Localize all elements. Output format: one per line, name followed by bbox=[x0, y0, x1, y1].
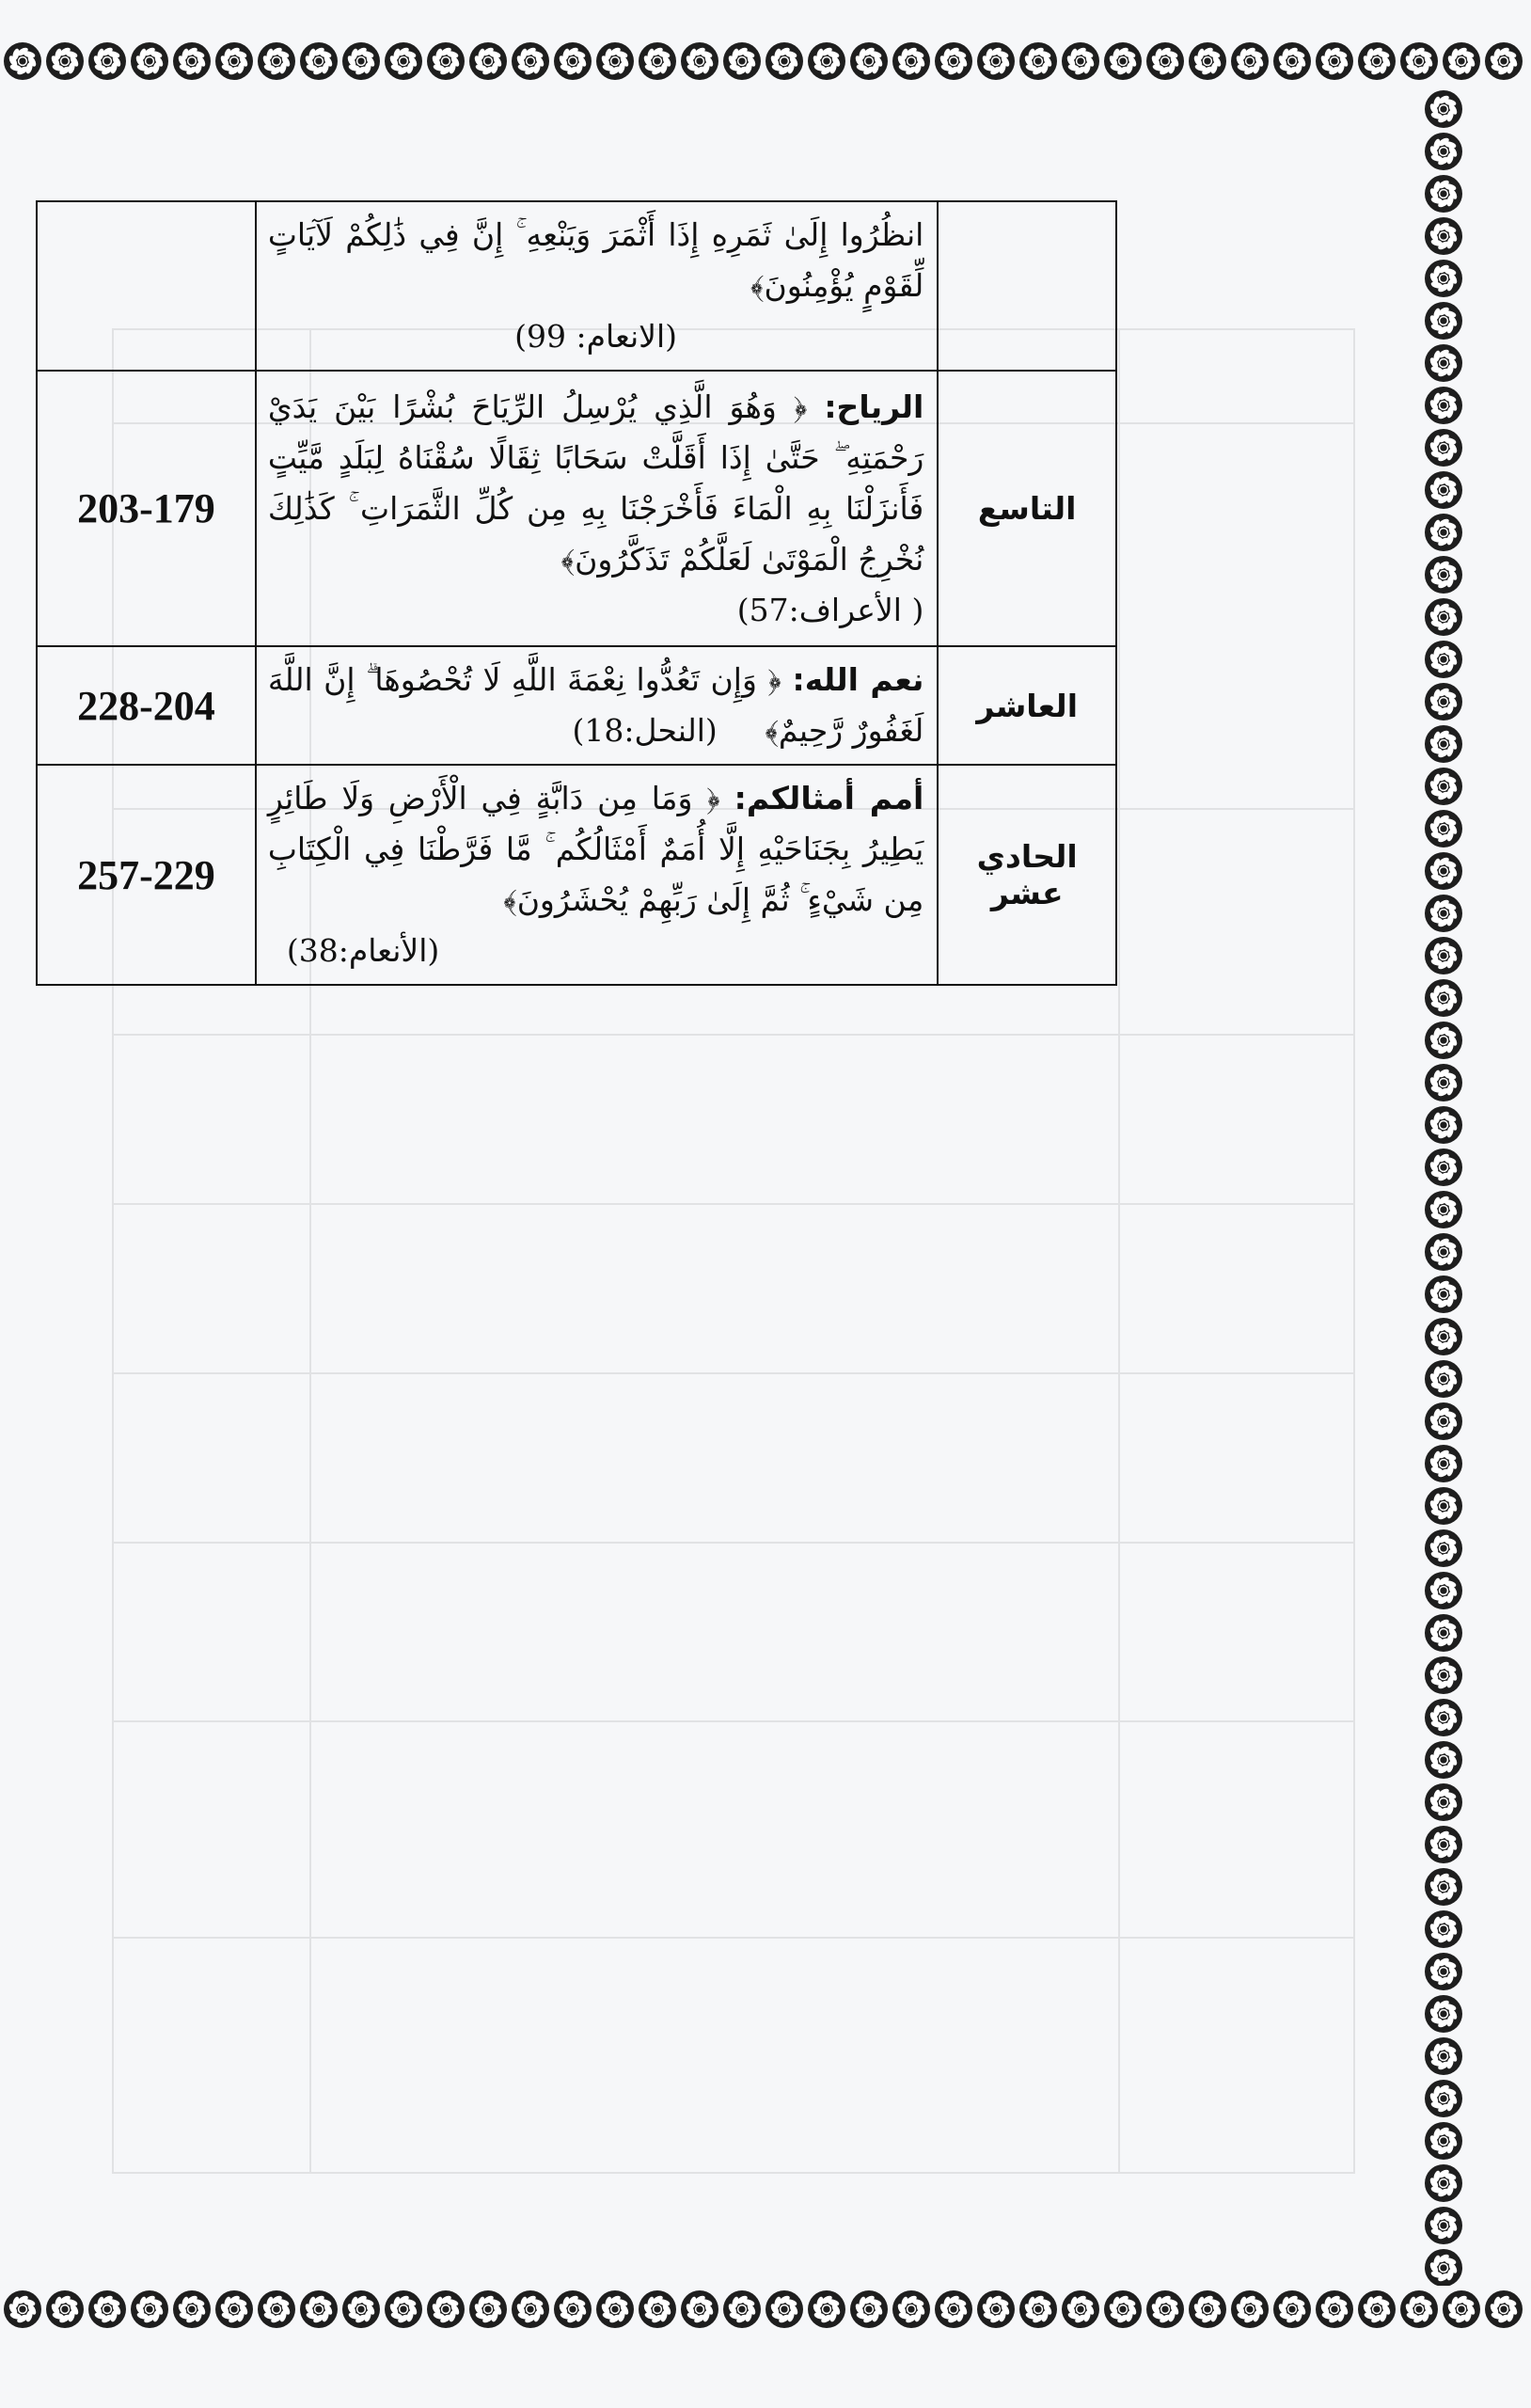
verse-text: انظُرُوا إِلَىٰ ثَمَرِهِ إِذَا أَثْمَرَ وَيَنْعِهِ ۚ إِنَّ فِي ذَٰلِكُمْ لَآيَاتٍ لِّقَوْمٍ يُؤْمِنُونَ﴾ bbox=[267, 216, 924, 304]
flower-ornament-icon bbox=[215, 42, 253, 80]
flower-ornament-icon bbox=[1425, 598, 1462, 636]
flower-ornament-icon bbox=[1189, 2290, 1226, 2328]
flower-ornament-icon bbox=[46, 2290, 84, 2328]
flower-ornament-icon bbox=[723, 2290, 761, 2328]
flower-ornament-icon bbox=[1425, 556, 1462, 594]
flower-ornament-icon bbox=[88, 2290, 126, 2328]
flower-ornament-icon bbox=[1425, 1487, 1462, 1525]
topic-label: نعم الله: bbox=[792, 661, 924, 698]
flower-ornament-icon bbox=[1425, 2037, 1462, 2075]
verse-reference: (النحل:18) bbox=[572, 712, 718, 749]
flower-ornament-icon bbox=[808, 42, 845, 80]
flower-ornament-icon bbox=[1104, 42, 1142, 80]
flower-ornament-icon bbox=[131, 42, 168, 80]
flower-ornament-icon bbox=[892, 2290, 930, 2328]
flower-ornament-icon bbox=[681, 42, 718, 80]
flower-ornament-icon bbox=[1104, 2290, 1142, 2328]
flower-ornament-icon bbox=[1425, 1064, 1462, 1101]
flower-ornament-icon bbox=[1425, 683, 1462, 721]
verse-cell bbox=[256, 646, 939, 765]
flower-ornament-icon bbox=[173, 2290, 211, 2328]
verse-text: ﴿ وَإِن تَعُدُّوا نِعْمَةَ اللَّهِ لَا تُحْصُوهَا ۗ إِنَّ اللَّهَ لَغَفُورٌ رَّحِيمٌ﴾ bbox=[267, 661, 924, 749]
flower-ornament-icon bbox=[1425, 1445, 1462, 1482]
chapter-cell: الحادي عشر bbox=[938, 765, 1116, 985]
flower-ornament-icon bbox=[1425, 979, 1462, 1017]
flower-ornament-icon bbox=[935, 2290, 972, 2328]
flower-ornament-icon bbox=[1425, 810, 1462, 848]
flower-ornament-icon bbox=[512, 2290, 549, 2328]
verse-text: ﴿ وَهُوَ الَّذِي يُرْسِلُ الرِّيَاحَ بُشْرًا بَيْنَ يَدَيْ رَحْمَتِهِ ۖ حَتَّىٰ إِذَا أَقَلَّتْ سَحَابًا ثِقَالًا سُقْنَاهُ لِبَلَدٍ مَّيِّتٍ فَأَنزَلْنَا بِهِ الْمَاءَ فَأَخْرَجْنَا بِهِ مِن كُلِّ الثَّمَرَاتِ ۚ كَذَٰلِكَ نُخْرِجُ الْمَوْتَىٰ لَعَلَّكُمْ تَذَكَّرُونَ﴾ bbox=[267, 388, 924, 578]
flower-ornament-icon bbox=[639, 42, 676, 80]
flower-ornament-icon bbox=[1425, 344, 1462, 382]
chapter-cell: التاسع bbox=[938, 371, 1116, 646]
flower-ornament-icon bbox=[258, 42, 295, 80]
flower-ornament-icon bbox=[681, 2290, 718, 2328]
page-range-cell: 203-179 bbox=[37, 371, 256, 646]
page-range-cell bbox=[37, 201, 256, 371]
flower-ornament-icon bbox=[1425, 1656, 1462, 1694]
flower-ornament-icon bbox=[766, 42, 803, 80]
flower-ornament-icon bbox=[1425, 471, 1462, 509]
flower-ornament-icon bbox=[1425, 217, 1462, 255]
index-table bbox=[36, 200, 1117, 986]
flower-ornament-icon bbox=[469, 2290, 507, 2328]
flower-ornament-icon bbox=[385, 42, 422, 80]
flower-ornament-icon bbox=[766, 2290, 803, 2328]
verse-cell bbox=[256, 371, 939, 646]
flower-ornament-icon bbox=[88, 42, 126, 80]
border-right bbox=[1420, 85, 1467, 2286]
flower-ornament-icon bbox=[1425, 1826, 1462, 1863]
flower-ornament-icon bbox=[723, 42, 761, 80]
flower-ornament-icon bbox=[1146, 42, 1184, 80]
flower-ornament-icon bbox=[1425, 175, 1462, 213]
flower-ornament-icon bbox=[892, 42, 930, 80]
topic-label: أمم أمثالكم: bbox=[734, 780, 924, 816]
flower-ornament-icon bbox=[1146, 2290, 1184, 2328]
flower-ornament-icon bbox=[215, 2290, 253, 2328]
flower-ornament-icon bbox=[1425, 895, 1462, 932]
flower-ornament-icon bbox=[1425, 2080, 1462, 2117]
flower-ornament-icon bbox=[977, 42, 1015, 80]
flower-ornament-icon bbox=[300, 42, 338, 80]
verse-reference: ( الأعراف:57) bbox=[736, 591, 924, 628]
flower-ornament-icon bbox=[342, 42, 380, 80]
flower-ornament-icon bbox=[554, 2290, 592, 2328]
flower-ornament-icon bbox=[4, 2290, 41, 2328]
flower-ornament-icon bbox=[1425, 2164, 1462, 2202]
table-row bbox=[37, 646, 1116, 765]
flower-ornament-icon bbox=[1485, 2290, 1523, 2328]
flower-ornament-icon bbox=[1425, 1106, 1462, 1144]
flower-ornament-icon bbox=[385, 2290, 422, 2328]
flower-ornament-icon bbox=[1400, 2290, 1438, 2328]
flower-ornament-icon bbox=[1425, 1275, 1462, 1313]
flower-ornament-icon bbox=[1425, 2207, 1462, 2244]
flower-ornament-icon bbox=[1400, 42, 1438, 80]
page-range-cell: 228-204 bbox=[37, 646, 256, 765]
flower-ornament-icon bbox=[1425, 1572, 1462, 1609]
flower-ornament-icon bbox=[1425, 937, 1462, 974]
flower-ornament-icon bbox=[1425, 90, 1462, 128]
flower-ornament-icon bbox=[1425, 1783, 1462, 1821]
verse-reference: (الأنعام:38) bbox=[286, 932, 440, 969]
flower-ornament-icon bbox=[808, 2290, 845, 2328]
table-row bbox=[37, 371, 1116, 646]
flower-ornament-icon bbox=[258, 2290, 295, 2328]
chapter-cell bbox=[938, 201, 1116, 371]
flower-ornament-icon bbox=[1425, 1699, 1462, 1736]
flower-ornament-icon bbox=[1358, 42, 1396, 80]
flower-ornament-icon bbox=[1425, 2122, 1462, 2160]
table-row bbox=[37, 765, 1116, 985]
flower-ornament-icon bbox=[1316, 2290, 1353, 2328]
flower-ornament-icon bbox=[1425, 133, 1462, 170]
flower-ornament-icon bbox=[1425, 1022, 1462, 1059]
topic-label: الرياح: bbox=[824, 388, 924, 425]
flower-ornament-icon bbox=[1425, 1149, 1462, 1186]
flower-ornament-icon bbox=[596, 42, 634, 80]
flower-ornament-icon bbox=[427, 42, 465, 80]
flower-ornament-icon bbox=[469, 42, 507, 80]
flower-ornament-icon bbox=[427, 2290, 465, 2328]
flower-ornament-icon bbox=[512, 42, 549, 80]
chapter-cell: العاشر bbox=[938, 646, 1116, 765]
border-top bbox=[0, 38, 1531, 85]
flower-ornament-icon bbox=[1443, 42, 1480, 80]
flower-ornament-icon bbox=[1425, 641, 1462, 678]
flower-ornament-icon bbox=[1425, 1233, 1462, 1271]
flower-ornament-icon bbox=[1425, 1402, 1462, 1440]
flower-ornament-icon bbox=[850, 42, 888, 80]
flower-ornament-icon bbox=[1062, 42, 1099, 80]
flower-ornament-icon bbox=[1425, 1318, 1462, 1355]
flower-ornament-icon bbox=[1425, 1868, 1462, 1906]
flower-ornament-icon bbox=[554, 42, 592, 80]
flower-ornament-icon bbox=[1425, 514, 1462, 551]
flower-ornament-icon bbox=[1443, 2290, 1480, 2328]
flower-ornament-icon bbox=[1425, 302, 1462, 340]
flower-ornament-icon bbox=[1425, 1741, 1462, 1779]
flower-ornament-icon bbox=[173, 42, 211, 80]
flower-ornament-icon bbox=[1425, 429, 1462, 467]
flower-ornament-icon bbox=[1425, 768, 1462, 805]
verse-reference: (الانعام: 99) bbox=[514, 318, 678, 355]
table-row bbox=[37, 201, 1116, 371]
flower-ornament-icon bbox=[935, 42, 972, 80]
flower-ornament-icon bbox=[46, 42, 84, 80]
flower-ornament-icon bbox=[1425, 387, 1462, 424]
flower-ornament-icon bbox=[4, 42, 41, 80]
flower-ornament-icon bbox=[639, 2290, 676, 2328]
flower-ornament-icon bbox=[1231, 42, 1269, 80]
flower-ornament-icon bbox=[596, 2290, 634, 2328]
page-range-cell: 257-229 bbox=[37, 765, 256, 985]
flower-ornament-icon bbox=[1425, 1614, 1462, 1652]
flower-ornament-icon bbox=[1316, 42, 1353, 80]
flower-ornament-icon bbox=[1425, 852, 1462, 890]
flower-ornament-icon bbox=[1019, 2290, 1057, 2328]
flower-ornament-icon bbox=[1425, 1995, 1462, 2033]
flower-ornament-icon bbox=[1231, 2290, 1269, 2328]
flower-ornament-icon bbox=[1019, 42, 1057, 80]
flower-ornament-icon bbox=[1425, 1529, 1462, 1567]
verse-cell bbox=[256, 201, 939, 371]
flower-ornament-icon bbox=[1358, 2290, 1396, 2328]
flower-ornament-icon bbox=[1273, 2290, 1311, 2328]
flower-ornament-icon bbox=[131, 2290, 168, 2328]
flower-ornament-icon bbox=[1425, 725, 1462, 763]
flower-ornament-icon bbox=[1425, 1360, 1462, 1398]
flower-ornament-icon bbox=[850, 2290, 888, 2328]
flower-ornament-icon bbox=[977, 2290, 1015, 2328]
flower-ornament-icon bbox=[342, 2290, 380, 2328]
flower-ornament-icon bbox=[1485, 42, 1523, 80]
flower-ornament-icon bbox=[300, 2290, 338, 2328]
flower-ornament-icon bbox=[1425, 1191, 1462, 1228]
flower-ornament-icon bbox=[1425, 1953, 1462, 1990]
verse-cell bbox=[256, 765, 939, 985]
border-bottom bbox=[0, 2286, 1531, 2333]
flower-ornament-icon bbox=[1425, 1910, 1462, 1948]
verse-text: ﴿ وَمَا مِن دَابَّةٍ فِي الْأَرْضِ وَلَا طَائِرٍ يَطِيرُ بِجَنَاحَيْهِ إِلَّا أُمَمٌ أَمْثَالُكُم ۚ مَّا فَرَّطْنَا فِي الْكِتَابِ مِن شَيْءٍ ۚ ثُمَّ إِلَىٰ رَبِّهِمْ يُحْشَرُونَ﴾ bbox=[267, 780, 924, 918]
flower-ornament-icon bbox=[1425, 2249, 1462, 2286]
flower-ornament-icon bbox=[1273, 42, 1311, 80]
flower-ornament-icon bbox=[1189, 42, 1226, 80]
flower-ornament-icon bbox=[1062, 2290, 1099, 2328]
flower-ornament-icon bbox=[1425, 260, 1462, 297]
